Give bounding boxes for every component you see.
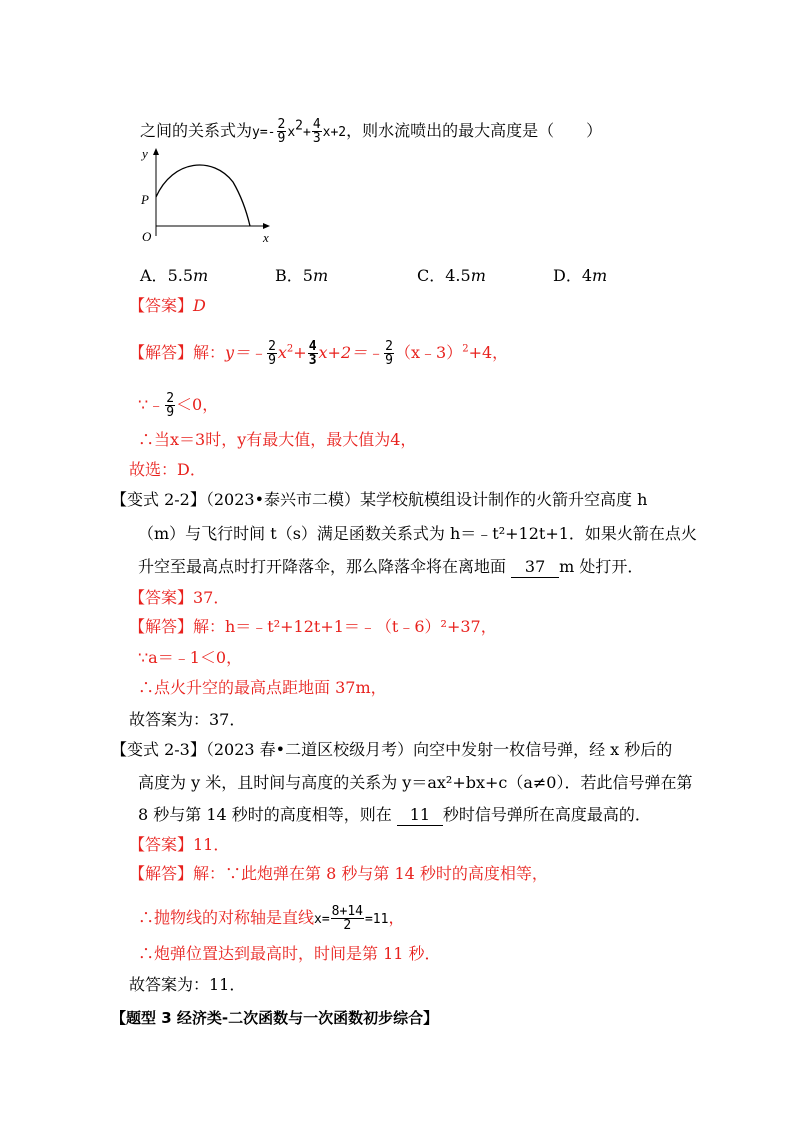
formula-x: x [287,125,296,140]
q3-step4: 故答案为：11． [129,975,246,994]
q1-solution: 【解答】解：y＝﹣ $\frac{2}{9}$ $x^2+$ $\frac{4}{3}$ x+2＝﹣ $\frac{2}{9}$ （x﹣3）$^2$+4， [129,339,509,368]
formula-tail: x+2 [322,125,347,140]
fraction-4-3: $\frac{4}{3}$ [312,117,321,146]
q2-blank: 37 [511,557,559,578]
x-axis-label: x [263,230,269,245]
q2-step4: 故答案为：37． [129,710,246,729]
q2-line2: （m）与飞行时间 t（s）满足函数关系式为 h＝﹣t²+12t+1．如果火箭在点火 [138,524,697,543]
option-d: D．4m [553,266,608,285]
formula-square: 2 [295,118,303,134]
option-c: C．4.5m [417,266,486,285]
q2-solution: 【解答】解：h＝﹣t²+12t+1＝﹣（t﹣6）²+37， [129,617,497,636]
q1-step3: ∴当x＝3时，y有最大值，最大值为4， [138,430,417,449]
intro-suffix: ，则水流喷出的最大高度是（ ） [346,121,603,140]
q1-answer: 【答案】D [129,296,206,315]
origin-label: O [142,229,152,244]
y-axis-arrow [153,148,159,155]
q2-step3: ∴点火升空的最高点距地面 37m， [138,678,387,697]
point-p-label: P [141,192,149,207]
q3-step2: ∴抛物线的对称轴是直线x= $\frac{8+14}{2}$ =11， [138,904,405,933]
q2-line3: 升空至最高点时打开降落伞，那么降落伞将在离地面 37 m 处打开． [138,557,644,576]
intro-line [140,118,602,145]
q3-title: 【变式 2-3】（2023 春•二道区校级月考）向空中发射一枚信号弹，经 x 秒后的 [111,740,673,759]
q3-line2: 高度为 y 米，且时间与高度的关系为 y＝ax²+bx+c（a≠0）．若此信号弹在第 [138,773,693,792]
parabola-graph [138,144,278,246]
q3-line3: 8 秒与第 14 秒时的高度相等，则在 11 秒时信号弹所在高度最高的． [138,805,651,824]
fraction-2-9: $\frac{2}{9}$ [277,117,286,146]
x-axis-arrow [263,223,270,229]
q3-blank: 11 [397,805,443,826]
formula-plus: + [302,125,311,140]
q1-step2: ∵﹣ $\frac{2}{9}$ ＜0， [138,391,219,420]
section-heading: 【题型 3 经济类-二次函数与一次函数初步综合】 [111,1009,439,1027]
q3-step3: ∴炮弹位置达到最高时，时间是第 11 秒． [138,944,441,963]
q1-step4: 故选：D． [129,460,206,479]
intro-prefix: 之间的关系式为 [140,121,253,140]
y-axis-label: y [142,146,148,161]
q2-title: 【变式 2-2】（2023•泰兴市二模）某学校航模组设计制作的火箭升空高度 h [111,490,648,509]
q3-solution: 【解答】解：∵此炮弹在第 8 秒与第 14 秒时的高度相等， [129,864,548,883]
q2-step2: ∵a＝﹣1＜0， [138,648,243,667]
formula-y: y=- [252,125,276,140]
q3-answer: 【答案】11． [129,835,230,854]
parabola-curve [156,165,250,226]
q2-answer: 【答案】37． [129,588,230,607]
option-b: B．5m [275,266,329,285]
option-a: A．5.5m [140,266,209,285]
